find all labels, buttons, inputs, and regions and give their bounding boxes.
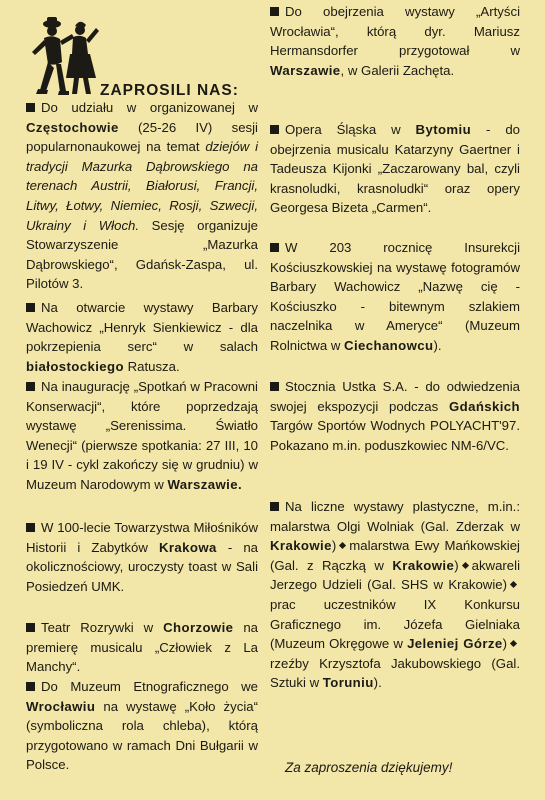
body-text: Na liczne wystawy plastyczne, m.in.: malarstwa Olgi Wolniak (Gal. Zderzak w: [270, 499, 520, 534]
dancing-couple-logo: [26, 12, 100, 104]
place-name-text: Chorzowie: [163, 620, 234, 635]
square-bullet-icon: [26, 103, 35, 112]
list-item: [270, 238, 520, 356]
body-text: dziejów i tradycji Mazurka Dąbrowskiego na terenach Austrii, Białorusi, Francji, Litwy, Łotwy, Niemiec, Rosji, Szwecji, Ukrainy i Włoch.: [26, 139, 258, 233]
closing-note: Za zaproszenia dziękujemy!: [285, 760, 453, 775]
square-bullet-icon: [270, 243, 279, 252]
place-name-text: Wrocławiu: [26, 698, 96, 714]
body-text: (25-26 IV) sesji popularnonaukowej na temat: [26, 119, 258, 155]
place-name-text: Krakowa: [158, 539, 217, 555]
list-item: [26, 618, 258, 677]
body-text: W 100-lecie Towarzystwa Miłośników Historii i Zabytków: [26, 520, 258, 555]
square-bullet-icon: [26, 523, 35, 532]
list-item: [270, 497, 520, 693]
body-text: na premierę musicalu „Człowiek z La Manchy“.: [26, 620, 258, 675]
body-text: Do obejrzenia wystawy „Artyści Wrocławia“, którą dyr. Mariusz Hermansdorfer przygotował w: [270, 4, 520, 59]
place-name-text: Warszawie.: [167, 476, 243, 492]
body-text: Ratusza.: [123, 358, 180, 374]
body-text: Teatr Rozrywki w: [41, 620, 164, 635]
body-text: ): [502, 636, 508, 652]
body-text: Na otwarcie wystawy Barbary Wachowicz „Henryk Sienkiewicz - dla pokrzepienia serc“ w salach: [26, 300, 258, 355]
diamond-separator-icon: [462, 562, 469, 569]
square-bullet-icon: [270, 382, 279, 391]
body-text: - na okolicznościowy, uroczysty toast w Sali Posiedzeń UMK.: [26, 539, 259, 594]
body-text: - do obejrzenia musicalu Katarzyny Gaertner i Tadeusza Kijonki „Zaczarowany bal, czyli krasnoludki, krasnoludki“ oraz opery Georgesa Bizeta „Carmen“.: [270, 122, 521, 216]
body-text: malarstwa Ewy Mańkowskiej (Gal. z Rączką w: [270, 538, 520, 573]
diamond-separator-icon: [510, 640, 517, 647]
list-item: [270, 2, 520, 80]
place-name-text: Częstochowie: [26, 119, 119, 135]
body-text: Opera Śląska w: [285, 122, 416, 137]
body-text: Do Muzeum Etnograficznego we: [41, 679, 258, 694]
square-bullet-icon: [26, 382, 35, 391]
list-item: [26, 677, 258, 775]
body-text: prac uczestników IX Konkursu Graficznego im. Józefa Gielniaka (Muzeum Okręgowe w: [270, 596, 520, 652]
list-item: [26, 98, 258, 294]
body-text: Targów Sportów Wodnych POLYACHT'97. Pokazano m.in. poduszkowiec NM-6/VC.: [270, 418, 520, 453]
body-text: ).: [373, 675, 382, 691]
body-text: Na inaugurację „Spotkań w Pracowni Konserwacji“, które poprzedzają wystawę „Serenissima. Światło Wenecji“ (pierwsze spotkania: 27 III, 10 i 19 IV - cykl zakończy się w grudniu) w Muzeum Narodowym w: [26, 379, 258, 492]
square-bullet-icon: [26, 303, 35, 312]
place-name-text: Toruniu: [322, 675, 374, 691]
body-text: , w Galerii Zachęta.: [340, 62, 455, 78]
place-name-text: Warszawie: [270, 62, 341, 78]
body-text: ): [331, 538, 337, 554]
place-name-text: białostockiego: [26, 358, 124, 374]
place-name-text: Jeleniej Górze: [407, 636, 503, 652]
place-name-text: Krakowie: [270, 538, 332, 554]
body-text: Do udziału w organizowanej w: [41, 100, 258, 115]
body-text: Stocznia Ustka S.A. - do odwiedzenia swojej ekspozycji podczas: [270, 379, 520, 414]
body-text: Sesję organizuje Stowarzyszenie „Mazurka Dąbrowskiego“, Gdańsk-Zaspa, ul. Pilotów 3.: [26, 217, 258, 292]
place-name-text: Krakowie: [392, 557, 455, 573]
section-heading: ZAPROSILI NAS:: [100, 82, 239, 99]
place-name-text: Ciechanowcu: [344, 337, 434, 353]
square-bullet-icon: [26, 682, 35, 691]
body-text: akwareli Jerzego Udzieli (Gal. SHS w Krakowie): [270, 557, 520, 593]
body-text: na wystawę „Koło życia“ (symboliczna rola chleba), którą przygotowano w ramach Dni Bułgarii w Polsce.: [26, 698, 258, 773]
list-item: [26, 518, 258, 596]
square-bullet-icon: [270, 502, 279, 511]
list-item: [270, 377, 520, 455]
square-bullet-icon: [270, 125, 279, 134]
diamond-separator-icon: [339, 542, 346, 549]
place-name-text: Gdańskich: [448, 398, 520, 414]
place-name-text: Bytomiu: [415, 122, 472, 137]
body-text: ).: [433, 337, 442, 353]
body-text: W 203 rocznicę Insurekcji Kościuszkowskiej na wystawę fotogramów Barbary Wachowicz „Nazwę cię - Kościuszko - bitewnym szlakiem naczelnika w Ameryce“ (Muzeum Rolnictwa w: [270, 240, 520, 353]
body-text: ): [454, 557, 459, 573]
square-bullet-icon: [270, 7, 279, 16]
square-bullet-icon: [26, 623, 35, 632]
diamond-separator-icon: [510, 581, 517, 588]
list-item: [26, 377, 258, 495]
body-text: rzeźby Krzysztofa Jakubowskiego (Gal. Sztuki w: [270, 655, 520, 691]
list-item: [270, 120, 520, 218]
list-item: [26, 298, 258, 376]
